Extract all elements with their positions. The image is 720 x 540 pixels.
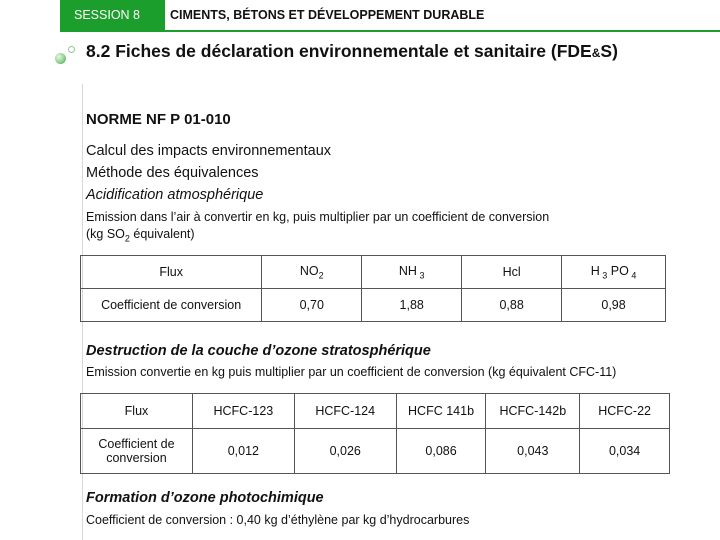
session-tab <box>60 0 165 30</box>
coef-label: Coefficient de conversion <box>81 289 262 322</box>
table-row <box>81 289 666 322</box>
table-cell: 0,98 <box>562 289 666 322</box>
acidification-table <box>80 255 666 322</box>
table-cell: 0,026 <box>294 429 396 474</box>
top-bar <box>0 0 720 30</box>
table-header-cell: NH $_3$ <box>362 256 462 289</box>
table-header-cell: HCFC-124 <box>294 394 396 429</box>
table-header-cell: HCFC-142b <box>486 394 580 429</box>
table-cell: 0,70 <box>262 289 362 322</box>
table-cell: 0,012 <box>192 429 294 474</box>
slide-title-end: S) <box>600 41 618 61</box>
table-header-cell: HCFC 141b <box>396 394 486 429</box>
photochimique-text: Coefficient de conversion : 0,40 kg d’éthylène par kg d’hydrocarbures <box>86 513 470 527</box>
table-cell: 1,88 <box>362 289 462 322</box>
table-cell: 0,88 <box>462 289 562 322</box>
table-header-cell: HCFC-123 <box>192 394 294 429</box>
table-row <box>81 394 670 429</box>
table-header-cell: Hcl <box>462 256 562 289</box>
table-row <box>81 256 666 289</box>
header-title: CIMENTS, BÉTONS ET DÉVELOPPEMENT DURABLE <box>170 8 485 22</box>
bullet-sphere-icon <box>55 53 66 64</box>
emission-text-2: (kg $SO_2$ équivalent) <box>86 227 195 244</box>
table-cell: 0,086 <box>396 429 486 474</box>
bullet-circle-icon <box>68 46 75 53</box>
table-header-cell: H $_3$ PO $_4$ <box>562 256 666 289</box>
line-calcul: Calcul des impacts environnementaux <box>86 143 332 159</box>
table-header-cell: $NO_2$ <box>262 256 362 289</box>
table-row <box>81 429 670 474</box>
flux-label: Flux <box>81 256 262 289</box>
slide-title-main: 8.2 Fiches de déclaration environnementale et sanitaire (FDE <box>86 41 592 61</box>
ozone-heading: Destruction de la couche d’ozone stratosphérique <box>86 343 431 359</box>
header-divider <box>60 30 720 32</box>
norme-heading: NORME NF P 01-010 <box>86 111 231 128</box>
photochimique-heading: Formation d’ozone photochimique <box>86 490 324 506</box>
table-cell: 0,043 <box>486 429 580 474</box>
slide-title <box>86 41 618 62</box>
flux-label: Flux <box>81 394 193 429</box>
coef-label: Coefficient de conversion <box>81 429 193 474</box>
table-cell: 0,034 <box>580 429 670 474</box>
table-header-cell: HCFC-22 <box>580 394 670 429</box>
line-methode: Méthode des équivalences <box>86 165 259 181</box>
emission-text-1: Emission dans l’air à convertir en kg, puis multiplier par un coefficient de conversion <box>86 210 550 224</box>
slide-title-amp: & <box>591 46 601 60</box>
line-acidification: Acidification atmosphérique <box>86 187 264 203</box>
ozone-text: Emission convertie en kg puis multiplier par un coefficient de conversion (kg équivalent CFC-11) <box>86 365 617 379</box>
ozone-table <box>80 393 670 474</box>
session-label: SESSION 8 <box>74 8 140 22</box>
